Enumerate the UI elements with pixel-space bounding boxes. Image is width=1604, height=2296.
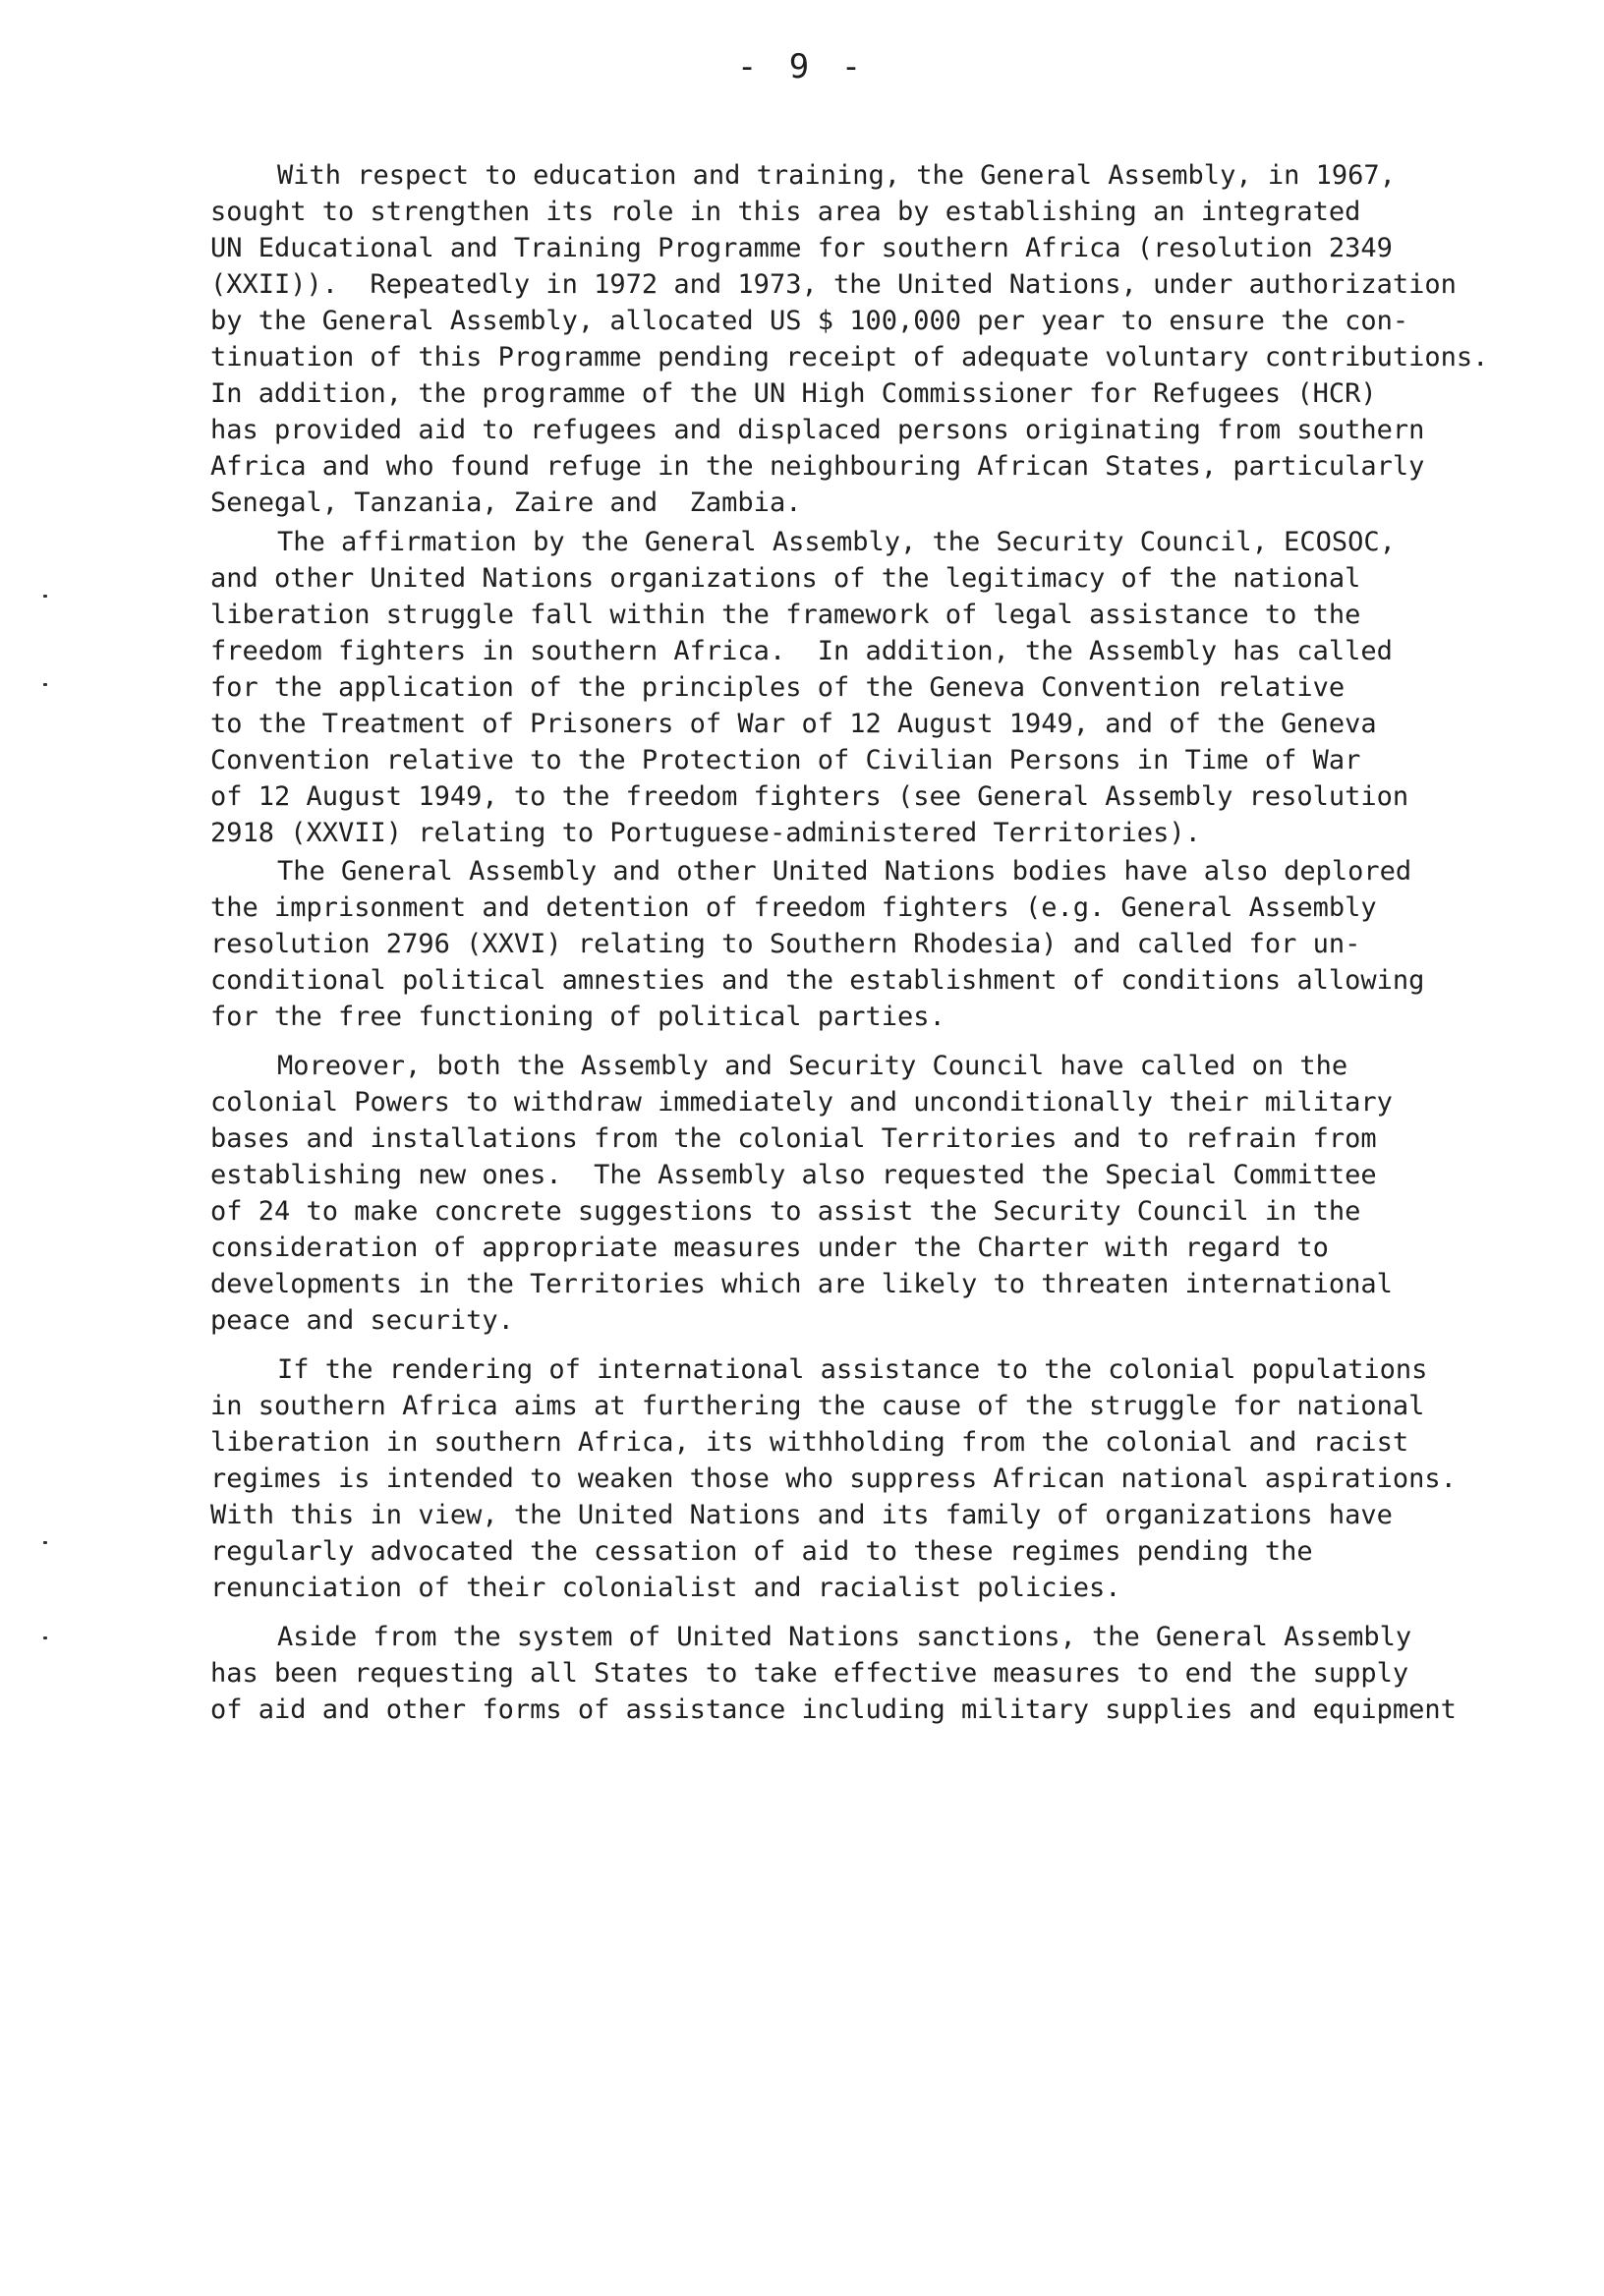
text-line: has been requesting all States to take effective measures to end the supply xyxy=(210,1658,1409,1689)
text-line: by the General Assembly, allocated US $ 100,000 per year to ensure the con- xyxy=(210,306,1409,336)
text-line: of 24 to make concrete suggestions to assist the Security Council in the xyxy=(210,1196,1361,1227)
text-line: of aid and other forms of assistance including military supplies and equipment xyxy=(210,1694,1457,1725)
text-line: With respect to education and training, the General Assembly, in 1967, xyxy=(277,160,1396,191)
text-line: 2918 (XXVII) relating to Portuguese-administered Territories). xyxy=(210,818,1201,848)
text-line: The affirmation by the General Assembly, the Security Council, ECOSOC, xyxy=(277,527,1396,557)
text-line: Moreover, both the Assembly and Security Council have called on the xyxy=(277,1051,1348,1081)
text-line: has provided aid to refugees and displaced persons originating from southern xyxy=(210,415,1425,445)
paragraph-sanctions xyxy=(210,1619,1518,1728)
text-line: freedom fighters in southern Africa. In addition, the Assembly has called xyxy=(210,636,1393,666)
text-line: (XXII)). Repeatedly in 1972 and 1973, the United Nations, under authorization xyxy=(210,269,1457,300)
text-line: and other United Nations organizations of the legitimacy of the national xyxy=(210,563,1361,594)
text-line: liberation in southern Africa, its withholding from the colonial and racist xyxy=(210,1427,1409,1458)
paragraph-international-assistance xyxy=(210,1351,1518,1606)
text-line: peace and security. xyxy=(210,1305,514,1336)
margin-speck xyxy=(43,683,47,686)
text-line: bases and installations from the colonial Territories and to refrain from xyxy=(210,1123,1377,1154)
page-number: - 9 - xyxy=(736,47,868,86)
text-line: UN Educational and Training Programme for southern Africa (resolution 2349 xyxy=(210,233,1393,263)
text-line: Convention relative to the Protection of Civilian Persons in Time of War xyxy=(210,745,1361,775)
text-line: of 12 August 1949, to the freedom fighters (see General Assembly resolution xyxy=(210,781,1409,812)
margin-speck xyxy=(43,1541,47,1544)
text-line: regularly advocated the cessation of aid to these regimes pending the xyxy=(210,1536,1313,1567)
text-line: conditional political amnesties and the establishment of conditions allowing xyxy=(210,965,1425,996)
text-line: Africa and who found refuge in the neighbouring African States, particularly xyxy=(210,451,1425,482)
paragraph-legitimacy xyxy=(210,524,1518,851)
text-line: resolution 2796 (XXVI) relating to Southern Rhodesia) and called for un- xyxy=(210,929,1361,959)
margin-speck xyxy=(43,1636,47,1639)
text-line: colonial Powers to withdraw immediately and unconditionally their military xyxy=(210,1087,1393,1118)
text-line: renunciation of their colonialist and racialist policies. xyxy=(210,1573,1121,1603)
text-line: for the application of the principles of the Geneva Convention relative xyxy=(210,672,1346,703)
text-line: With this in view, the United Nations and its family of organizations have xyxy=(210,1500,1393,1530)
text-line: sought to strengthen its role in this area by establishing an integrated xyxy=(210,197,1361,227)
text-line: establishing new ones. The Assembly also requested the Special Committee xyxy=(210,1160,1377,1190)
text-line: Aside from the system of United Nations sanctions, the General Assembly xyxy=(277,1622,1412,1652)
text-line: liberation struggle fall within the framework of legal assistance to the xyxy=(210,600,1361,630)
text-line: consideration of appropriate measures under the Charter with regard to xyxy=(210,1233,1329,1263)
paragraph-military-bases xyxy=(210,1048,1518,1339)
text-line: tinuation of this Programme pending receipt of adequate voluntary contributions. xyxy=(210,342,1489,373)
text-line: for the free functioning of political parties. xyxy=(210,1002,945,1032)
text-line: If the rendering of international assistance to the colonial populations xyxy=(277,1354,1428,1385)
text-line: the imprisonment and detention of freedom fighters (e.g. General Assembly xyxy=(210,892,1377,923)
text-line: regimes is intended to weaken those who suppress African national aspirations. xyxy=(210,1464,1457,1494)
text-line: developments in the Territories which are likely to threaten international xyxy=(210,1269,1393,1299)
paragraph-imprisonment xyxy=(210,853,1518,1035)
text-line: Senegal, Tanzania, Zaire and Zambia. xyxy=(210,488,802,518)
paragraph-education-training xyxy=(210,157,1518,521)
text-line: to the Treatment of Prisoners of War of 12 August 1949, and of the Geneva xyxy=(210,709,1377,739)
text-line: The General Assembly and other United Nations bodies have also deplored xyxy=(277,856,1412,887)
margin-speck xyxy=(43,595,47,598)
text-line: in southern Africa aims at furthering the cause of the struggle for national xyxy=(210,1391,1425,1421)
text-line: In addition, the programme of the UN High Commissioner for Refugees (HCR) xyxy=(210,378,1377,409)
